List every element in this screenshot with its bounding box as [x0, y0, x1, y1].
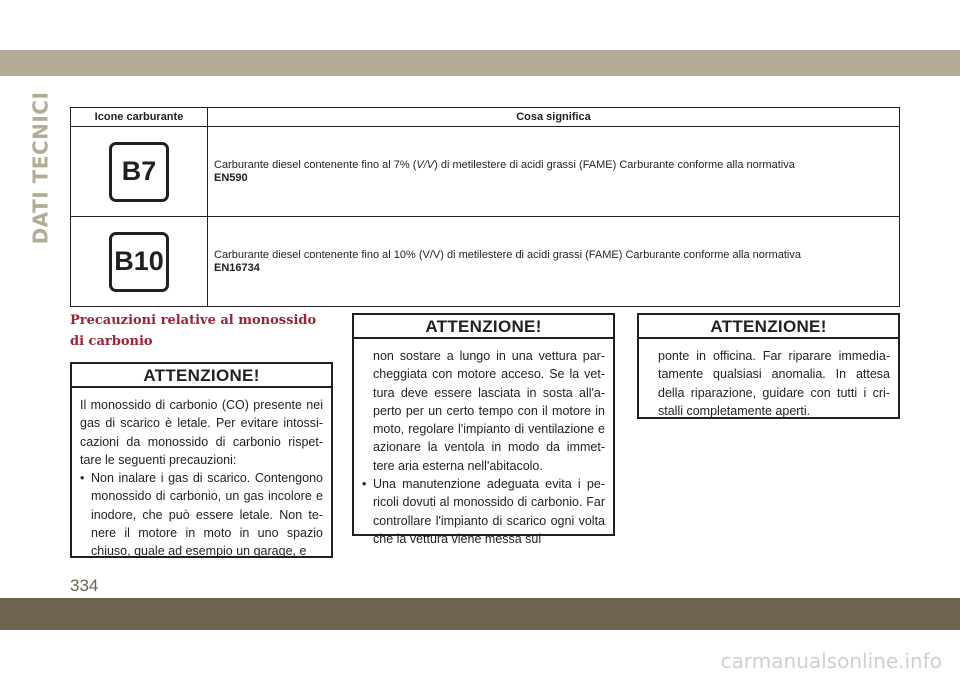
table-row [71, 127, 900, 217]
warning-box [352, 313, 615, 546]
warning-bullet [80, 469, 323, 560]
table-row [71, 217, 900, 307]
norm-label: EN590 [214, 171, 248, 184]
meaning-text: Carburante diesel contenente fino al 10% (V/V) di metilestere di acidi grassi (FAME) Carburante conforme alla normativa [214, 248, 801, 261]
table-header-row [71, 108, 900, 127]
icon-cell [71, 217, 208, 307]
warning-box [637, 313, 900, 419]
norm-label: EN16734 [214, 261, 260, 274]
warning-body [639, 339, 898, 428]
section-heading: Precauzioni relative al monossido di carbonio [70, 313, 317, 349]
warning-paragraph: Il monossido di carbonio (CO) presente nei gas di scarico è letale. Per evitare intossi-cazioni da monossido di carbonio rispet-tare le seguenti precauzioni: [80, 398, 323, 467]
warning-header: ATTENZIONE! [72, 364, 331, 388]
warning-continuation: non sostare a lungo in una vettura par-cheggiata con motore acceso. Se la vet-tura deve essere lasciata in sosta all'a-perto per un certo tempo con il motore in moto, regolare l'impianto di ventilazione e azionare la ventola in modo da immet-tere aria esterna nell'abitacolo. [373, 349, 605, 473]
warning-bullet [362, 475, 605, 548]
meaning-cell [208, 217, 900, 307]
column-header-meaning: Cosa significa [208, 108, 900, 127]
footer-band [0, 598, 960, 630]
fuel-b7-icon: B7 [109, 142, 169, 202]
warning-header: ATTENZIONE! [354, 315, 613, 339]
fuel-icons-table [70, 107, 900, 307]
meaning-italic-unit: V/V [416, 158, 435, 171]
watermark: carmanualsonline.info [720, 649, 942, 673]
bullet-dot-icon: • [362, 477, 367, 492]
bullet-dot-icon: • [80, 471, 85, 486]
warning-box [70, 362, 333, 558]
section-side-title: DATI TECNICI [28, 91, 53, 245]
meaning-cell [208, 127, 900, 217]
warning-bullet-text: Una manutenzione adeguata evita i pe-ricoli dovuti al monossido di carbonio. Far controllare l'impianto di scarico ogni volta che la vettura viene messa sul [373, 477, 605, 546]
warning-header: ATTENZIONE! [639, 315, 898, 339]
fuel-b10-icon: B10 [109, 232, 169, 292]
warning-bullet-text: Non inalare i gas di scarico. Contengono monossido di carbonio, un gas incolore e inodore, che può essere letale. Non te-nere il motore in moto in uno spazio chiuso, quale ad esempio un garage, e [91, 471, 323, 559]
warning-body [354, 339, 613, 556]
page-number: 334 [70, 576, 99, 595]
header-band [0, 50, 960, 76]
column-header-icons: Icone carburante [71, 108, 208, 127]
icon-cell [71, 127, 208, 217]
meaning-text: Carburante diesel contenente fino al 7% ( [214, 158, 417, 171]
meaning-text-continued: ) di metilestere di acidi grassi (FAME) Carburante conforme alla normativa [434, 158, 795, 171]
warning-body [72, 388, 331, 569]
warning-continuation: ponte in officina. Far riparare immedia-tamente qualsiasi anomalia. In attesa della riparazione, guidare con tutti i cri-stalli completamente aperti. [658, 349, 890, 418]
